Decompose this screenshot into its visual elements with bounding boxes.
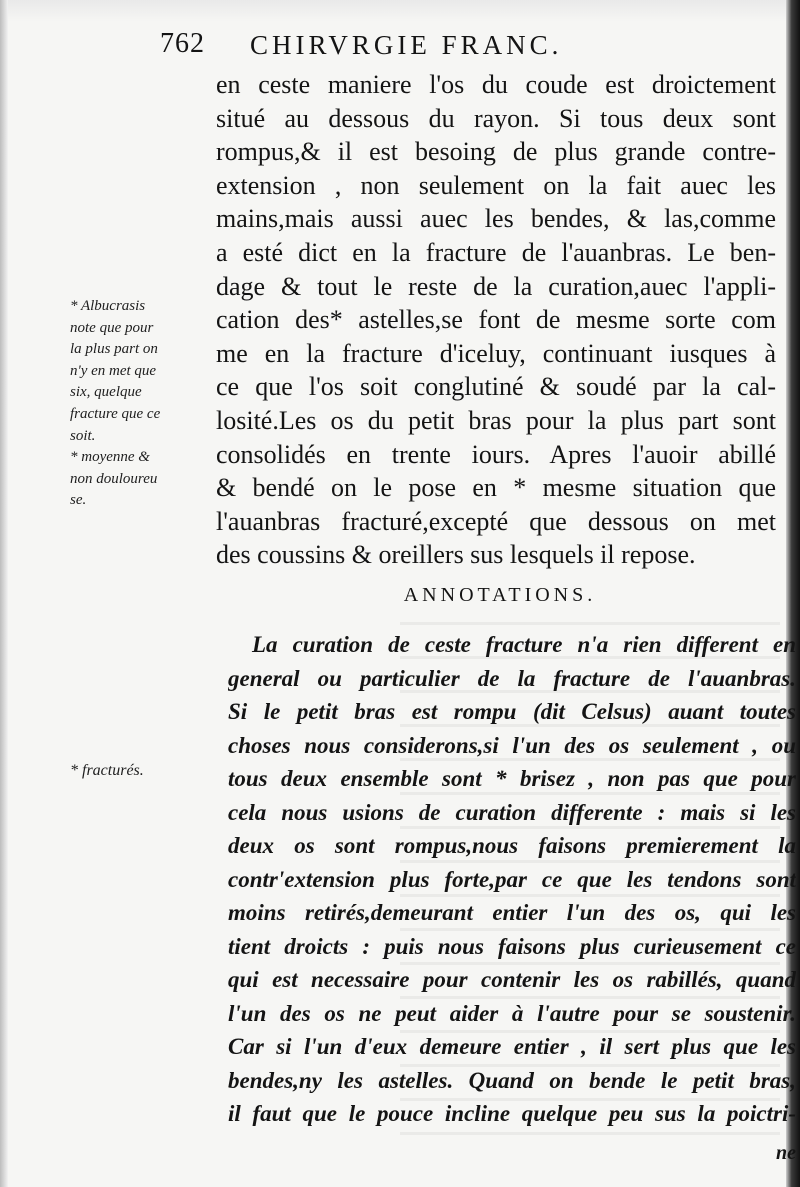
annotation-line: general ou particulier de la fracture de l'auanbras. — [228, 665, 796, 691]
main-text-line: dage & tout le reste de la curation,auec l'appli- — [216, 271, 776, 301]
margin-note-line: note que pour — [70, 319, 154, 336]
margin-notes-upper — [70, 296, 218, 512]
annotation-line: Si le petit bras est rompu (dit Celsus) auant toutes — [228, 699, 796, 724]
annotation-line: l'un des os ne peut aider à l'autre pour se soustenir. — [228, 1000, 796, 1026]
margin-note-line: * Albucrasis — [70, 298, 146, 314]
annotation-line: qui est necessaire pour contenir les os rabillés, quand — [228, 967, 796, 992]
margin-note-line: non douloureu — [70, 470, 158, 487]
main-text-line: des coussins & oreillers sus lesquels il repose. — [216, 540, 696, 570]
annotation-line: La curation de ceste fracture n'a rien different en — [252, 632, 796, 657]
main-text-line: cation des* astelles,se font de mesme sorte com — [216, 305, 776, 335]
catchword: ne — [776, 1142, 796, 1164]
main-text-line: rompus,& il est besoing de plus grande contre- — [216, 137, 776, 167]
margin-note-line: se. — [70, 492, 87, 509]
margin-note-line: six, quelque — [70, 384, 142, 401]
annotation-line: deux os sont rompus,nous faisons premierement la — [228, 833, 796, 858]
margin-note-line: soit. — [70, 427, 96, 444]
main-text-line: losité.Les os du petit bras pour la plus part sont — [216, 405, 776, 435]
margin-notes-lower — [70, 760, 218, 782]
running-head — [160, 28, 680, 68]
main-text-line: ce que l'os soit conglutiné & soudé par la cal- — [216, 372, 776, 402]
margin-note-line: * fracturés. — [70, 762, 144, 779]
main-text-line: l'auanbras fracturé,excepté que dessous on met — [216, 506, 776, 536]
main-text-line: en ceste maniere l'os du coude est droictement — [216, 70, 776, 99]
main-text-line: situé au dessous du rayon. Si tous deux sont — [216, 103, 776, 133]
annotations-heading: ANNOTATIONS. — [403, 584, 597, 606]
annotation-line: bendes,ny les astelles. Quand on bende le petit bras, — [228, 1067, 796, 1093]
annotation-line: contr'extension plus forte,par ce que les tendons sont — [228, 866, 796, 892]
annotation-line: tous deux ensemble sont * brisez , non pas que pour — [228, 766, 796, 791]
main-text-line: consolidés en trente iours. Apres l'auoir abillé — [216, 439, 776, 469]
main-text-line: & bendé on le pose en * mesme situation que — [216, 473, 776, 503]
annotation-line: il faut que le pouce incline quelque peu sus la poictri- — [228, 1101, 796, 1126]
annotation-line: Car si l'un d'eux demeure entier , il sert plus que les — [228, 1034, 796, 1059]
annotation-line: tient droicts : puis nous faisons plus curieusement ce — [228, 933, 796, 959]
main-text-line: me en la fracture d'iceluy, continuant iusques à — [216, 338, 776, 368]
page-number: 762 — [160, 28, 205, 59]
main-text-line: mains,mais aussi auec les bendes, & las,comme — [216, 204, 776, 234]
margin-note-line: fracture que ce — [70, 405, 161, 422]
page-top-edge — [0, 0, 800, 22]
annotation-line: choses nous considerons,si l'un des os seulement , ou — [228, 732, 796, 758]
margin-note-line: n'y en met que — [70, 362, 157, 379]
annotation-line: cela nous usions de curation differente : mais si les — [228, 799, 796, 825]
main-text-block — [216, 68, 776, 572]
annotation-text-block — [228, 628, 796, 1131]
margin-note-line: la plus part on — [70, 341, 158, 358]
page-left-edge — [0, 0, 8, 1187]
main-text-line: extension , non seulement on la fait auec les — [216, 170, 776, 200]
margin-note-line: * moyenne & — [70, 449, 150, 466]
annotation-line: moins retirés,demeurant entier l'un des os, qui les — [228, 900, 796, 925]
main-text-line: a esté dict en la fracture de l'auanbras. Le ben- — [216, 237, 776, 267]
running-title: CHIRVRGIE FRANC. — [250, 30, 563, 60]
